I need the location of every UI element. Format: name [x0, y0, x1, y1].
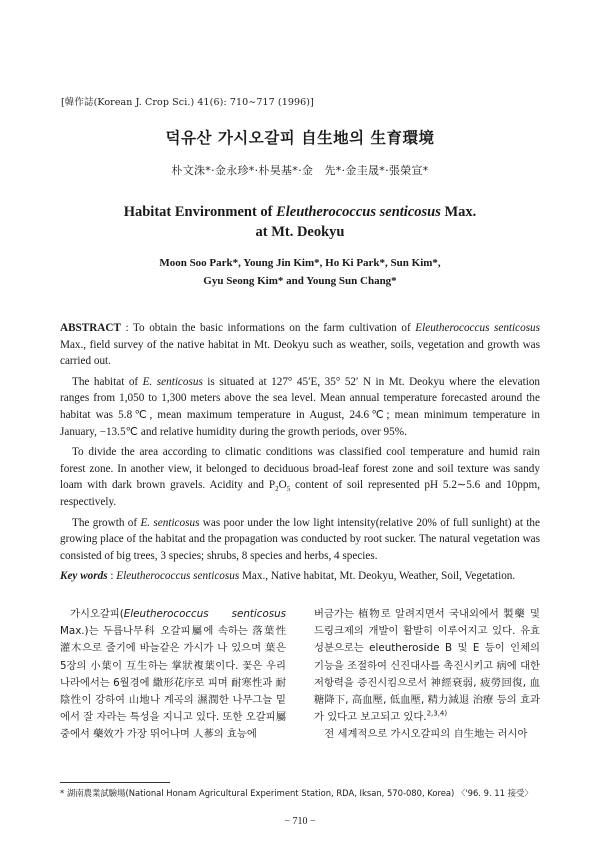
english-authors-line2: Gyu Seong Kim* and Young Sun Chang* — [203, 275, 397, 287]
species-name: E. senticosus — [142, 375, 203, 388]
body-right-column — [314, 606, 540, 744]
abstract-paragraph-4 — [60, 515, 540, 565]
english-authors — [0, 254, 600, 290]
keywords-colon: : — [107, 570, 117, 583]
body-text: 가시오갈피( — [70, 608, 124, 620]
species-name: Eleutherococcus senticosus — [123, 608, 286, 620]
abstract-label: ABSTRACT — [60, 322, 121, 334]
body-paragraph — [314, 726, 540, 743]
keywords-text: Max., Native habitat, Mt. Deokyu, Weather, Soil, Vegetation. — [239, 570, 516, 583]
title-suffix: Max. — [440, 204, 477, 220]
abstract-paragraph-2 — [60, 374, 540, 440]
journal-header: [韓作誌(Korean J. Crop Sci.) 41(6): 710∼717 (1996)] — [61, 97, 314, 108]
english-authors-line1: Moon Soo Park*, Young Jin Kim*, Ho Ki Park*, Sun Kim*, — [159, 257, 441, 269]
page-number: − 710 − — [284, 816, 316, 827]
subscript: 2 — [275, 485, 279, 494]
body-paragraph — [60, 606, 286, 744]
title-species: Eleutherococcus senticosus — [276, 204, 441, 220]
species-name: Eleutherococcus senticosus — [116, 570, 240, 583]
abstract — [60, 320, 540, 589]
abstract-text: The habitat of — [72, 375, 143, 388]
body-text: 버금가는 植物로 알려지면서 국내외에서 製藥 및 드링크제의 개발이 활발히 이루어지고 있다. 유효성분으로는 eleutheroside B 및 E 등이 인체의 기능을 조절하여 신진대사를 촉진시키고 病에 대한 저항력을 증진시킴으로서 神經衰弱, 疲勞回復, 血糖降下, 高血壓, 低血壓, 精力減退 治療 등의 효과가 있다고 보고되고 있다. — [314, 608, 540, 724]
english-title-line1 — [0, 202, 600, 222]
english-title — [0, 202, 600, 242]
footnote: * 湖南農業試驗場(National Honam Agricultural Experiment Station, RDA, Iksan, 570-080, Korea) 〈'96. 9. 11 接受〉 — [60, 788, 533, 798]
abstract-text: O — [278, 479, 287, 492]
korean-authors: 朴文洙*·金永珍*·朴昊基*·金 先*·金圭晟*·張榮宣* — [171, 164, 429, 177]
abstract-text: is situated at 127° 45′E, 35° 52′ N in Mt. Deokyu where the elevation ranges from 1,050 to 1,300 meters above the sea level. Mean annual temperature forecasted around the habitat was 5.8℃, mean maximum temperature in August, 24.6℃; mean minimum temperature in January, −13.5℃ and relative humidity during the growth periods, over 95%. — [60, 375, 541, 438]
species-name: E. senticosus — [140, 516, 200, 529]
keywords-label: Key words — [60, 570, 108, 583]
abstract-text: content of soil represented pH 5.2∼5.6 and 10ppm, respectively. — [60, 479, 540, 508]
abstract-text: was poor under the low light intensity(relative 20% of full sunlight) at the growing place of the habitat and the propagation was conducted by root sucker. The natural vegetation was consisted of big trees, 3 species; shrubs, 8 species and herbs, 4 species. — [60, 516, 540, 562]
abstract-text: The growth of — [72, 516, 141, 529]
subscript: 5 — [286, 485, 291, 494]
title-prefix: Habitat Environment of — [123, 204, 277, 220]
abstract-text: Max., field survey of the native habitat in Mt. Deokyu such as weather, soils, vegetation and growth was carried out. — [60, 338, 540, 368]
abstract-paragraph-1 — [60, 320, 540, 370]
keywords — [60, 568, 540, 585]
abstract-paragraph-3 — [60, 444, 540, 510]
abstract-text: : To obtain the basic informations on the farm cultivation of — [120, 322, 416, 334]
body-left-column — [60, 606, 286, 744]
footnote-divider — [60, 782, 170, 783]
abstract-text: To divide the area according to climatic conditions was classified cool temperature and humid rain forest zone. In another view, it belonged to deciduous broad-leaf forest zone and soil texture was sandy loam with dark brown gravels. Acidity and P — [60, 446, 540, 492]
citation: 2,3,4) — [426, 709, 448, 718]
species-name: Eleutherococcus senticosus — [415, 322, 540, 334]
english-title-line2: at Mt. Deokyu — [255, 224, 345, 240]
korean-title: 덕유산 가시오갈피 自生地의 生育環境 — [165, 129, 435, 147]
body-paragraph — [314, 606, 540, 726]
body-text: 전 세계적으로 가시오갈피의 自生地는 러시아 — [314, 728, 528, 741]
body-text: Max.)는 두릅나무科 오갈피屬에 속하는 落葉性 灌木으로 줄기에 바늘같은 가시가 나 있으며 葉은 5장의 小葉이 互生하는 掌狀複葉이다. 꽃은 우리나라에서는 6월경에 繖形花序로 피며 耐寒性과 耐陰性이 강하여 山地나 계곡의 濕潤한 나무그늘 밑에서 잘 자라는 특성을 지니고 있다. 또한 오갈피屬 중에서 藥效가 가장 뛰어나며 人蔘의 효능에 — [60, 625, 286, 741]
